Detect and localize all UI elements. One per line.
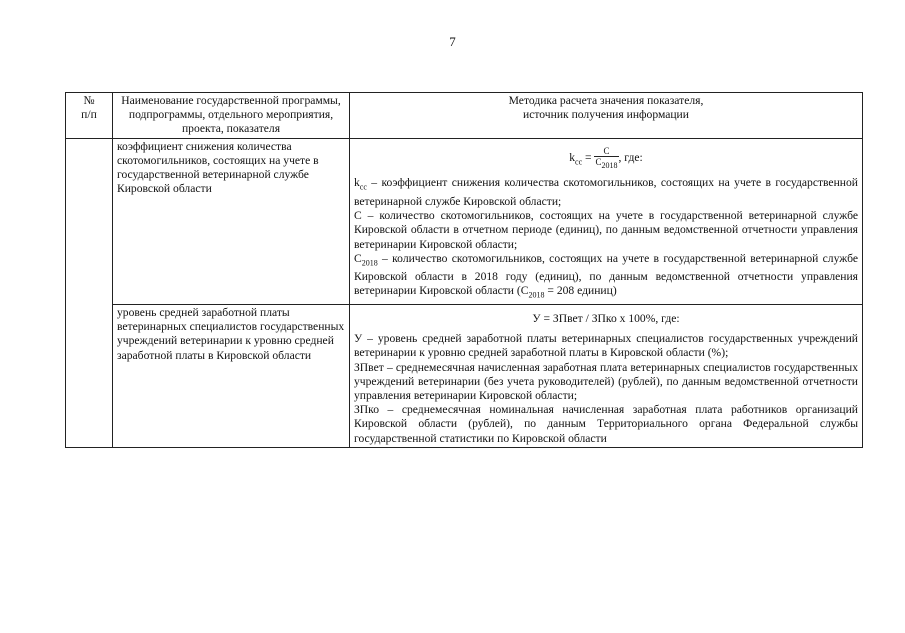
definition-zpko: ЗПко – среднемесячная номинальная начисленная заработная плата работников организаций Кировской области (рублей), по данным Территориального органа Федеральной службы государственной статистики по Кировской области [354, 403, 858, 445]
definition-c2018: $С_{2018}$ – количество скотомогильников, состоящих на учете в государственной ветеринарной службе Кировской области в 2018 году (единиц), по данным ведомственной отчетности управления ветеринарии Кировской области ($С_{2018} = 208$ единиц) [354, 251, 858, 300]
definition-zpvet: ЗПвет – среднемесячная начисленная заработная плата ветеринарных специалистов государственных учреждений ветеринарии (без учета руководителей) (рублей), по данным ведомственной отчетности управления ветеринарии Кировской области; [354, 360, 858, 402]
formula-suffix: , где: [618, 150, 643, 164]
indicator-name: коэффициент снижения количества скотомогильников, состоящих на учете в государственной ветеринарной службе Кировской области [113, 138, 350, 304]
indicator-table [65, 92, 863, 448]
formula-salary: У = ЗПвет / ЗПко х 100%, где: [532, 311, 680, 325]
table-row [66, 138, 863, 304]
indicator-name: уровень средней заработной платы ветеринарных специалистов государственных учреждений ветеринарии к уровню средней заработной платы в Кировской области [113, 304, 350, 447]
header-number: № п/п [66, 93, 113, 139]
definition-u: У – уровень средней заработной платы ветеринарных специалистов государственных учреждений ветеринарии к уровню средней заработной платы в Кировской области (%); [354, 332, 858, 360]
method-cell [350, 138, 863, 304]
definition-kcc: $k_{cc}$ – коэффициент снижения количества скотомогильников, состоящих на учете в государственной ветеринарной службе Кировской области; [354, 176, 858, 208]
header-method: Методика расчета значения показателя, источник получения информации [350, 93, 863, 139]
definition-c: С – количество скотомогильников, состоящих на учете в государственной ветеринарной службе Кировской области в отчетном периоде (единиц), по данным ведомственной отчетности управления ветеринарии Кировской области; [354, 209, 858, 251]
formula-fraction [594, 146, 618, 171]
table-header-row [66, 93, 863, 139]
formula-lhs-sub: cc [575, 156, 583, 166]
row-number-cell [66, 138, 113, 447]
table-row [66, 304, 863, 447]
fraction-denominator: $C_{2018}$ [595, 156, 618, 170]
formula-eq: = [582, 150, 595, 164]
header-name: Наименование государственной программы, подпрограммы, отдельного мероприятия, проекта, показателя [113, 93, 350, 139]
formula-lhs: k [569, 150, 576, 164]
fraction-numerator: C [594, 146, 618, 157]
page-number: 7 [449, 34, 456, 49]
formula-kcc [354, 140, 858, 177]
method-cell [350, 304, 863, 447]
